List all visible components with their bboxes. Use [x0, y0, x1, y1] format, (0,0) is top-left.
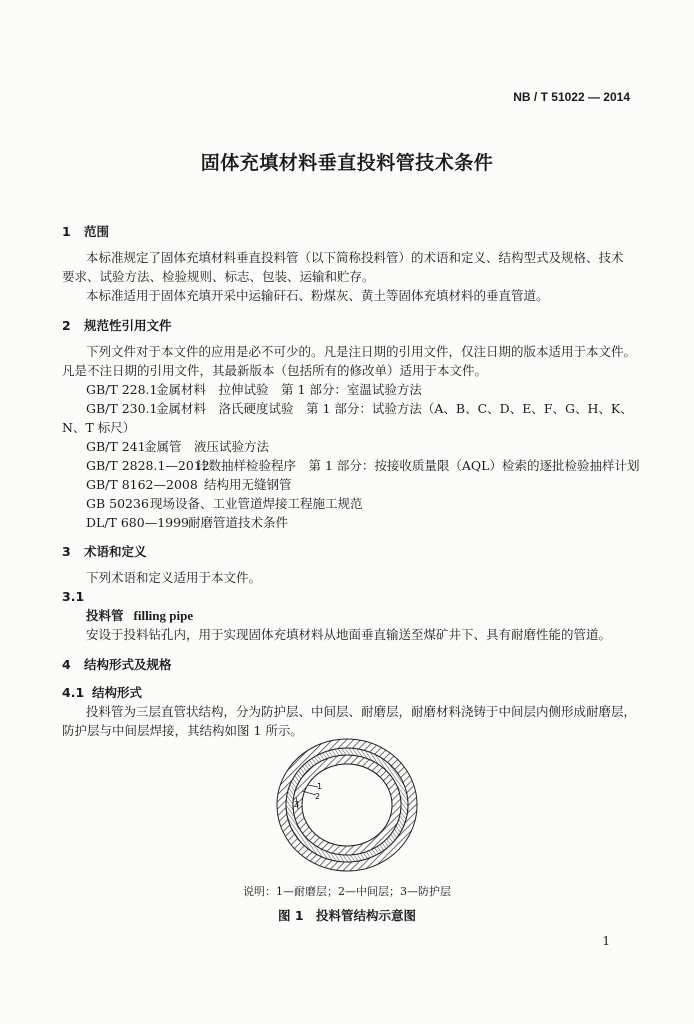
- figure-title: 图 1 投料管结构示意图: [277, 908, 417, 923]
- reference-code: GB 50236: [86, 496, 149, 511]
- figure-caption: 说明：1—耐磨层；2—中间层；3—防护层: [243, 885, 451, 898]
- subsection-4-1-para-line-2: 防护层与中间层焊接，其结构如图 1 所示。: [62, 723, 303, 738]
- section-1-title: 范围: [84, 224, 110, 239]
- section-3-heading: [62, 542, 147, 560]
- reference-code: DL/T 680—1999: [86, 515, 190, 530]
- reference-continuation: N、T 标尺）: [62, 420, 136, 435]
- reference-code: GB/T 228.1: [86, 382, 158, 397]
- page-number: 1: [602, 934, 610, 948]
- section-1-para-1-line-2: 要求、试验方法、检验规则、标志、包装、运输和贮存。: [62, 269, 375, 284]
- reference-item: [86, 456, 639, 474]
- figure-label-3: 3: [294, 800, 300, 809]
- document-title: 固体充填材料垂直投料管技术条件: [200, 152, 494, 174]
- figure-label-2: 2: [315, 792, 321, 801]
- section-2-title: 规范性引用文件: [84, 318, 172, 333]
- section-4-title: 结构形式及规格: [84, 657, 172, 672]
- term-definition: 安设于投料钻孔内，用于实现固体充填材料从地面垂直输送至煤矿井下、具有耐磨性能的管道。: [86, 627, 612, 642]
- section-1-heading: [62, 222, 109, 240]
- subsection-4-1-heading: [62, 683, 142, 701]
- reference-item: [86, 380, 422, 398]
- reference-item: [86, 494, 363, 512]
- reference-item: [86, 513, 288, 531]
- term-heading: [86, 605, 193, 624]
- reference-code: GB/T 8162—2008: [86, 477, 198, 492]
- section-1-para-2: 本标准适用于固体充填开采中运输矸石、粉煤灰、黄土等固体充填材料的垂直管道。: [86, 288, 549, 303]
- reference-code: GB/T 241: [86, 439, 146, 454]
- term-number: 3.1: [62, 589, 85, 604]
- section-4-heading: [62, 655, 172, 673]
- section-2-intro-line-2: 凡是不注日期的引用文件，其最新版本（包括所有的修改单）适用于本文件。: [62, 363, 488, 378]
- reference-title: 结构用无缝钢管: [204, 477, 292, 492]
- section-4-number: 4: [62, 657, 71, 672]
- reference-code: GB/T 230.1: [86, 401, 158, 416]
- reference-code: GB/T 2828.1—2012: [86, 458, 210, 473]
- standard-code: NB / T 51022 — 2014: [513, 90, 630, 104]
- subsection-4-1-para-line-1: 投料管为三层直管状结构，分为防护层、中间层、耐磨层，耐磨材料浇铸于中间层内侧形成耐磨层，: [86, 704, 637, 719]
- section-3-intro: 下列术语和定义适用于本文件。: [86, 570, 262, 585]
- pipe-cross-section-figure: [266, 735, 428, 877]
- reference-title: 金属材料 拉伸试验 第 1 部分：室温试验方法: [156, 382, 422, 397]
- reference-item: [86, 475, 292, 493]
- reference-title: 金属管 液压试验方法: [144, 439, 270, 454]
- section-2-number: 2: [62, 318, 71, 333]
- figure-label-1: 1: [317, 782, 323, 791]
- section-1-para-1-line-1: 本标准规定了固体充填材料垂直投料管（以下简称投料管）的术语和定义、结构型式及规格、技术: [86, 250, 624, 265]
- reference-title: 金属材料 洛氏硬度试验 第 1 部分：试验方法（A、B、C、D、E、F、G、H、K、: [156, 401, 633, 416]
- section-2-heading: [62, 316, 172, 334]
- term-chinese: 投料管: [86, 608, 124, 623]
- section-1-number: 1: [62, 224, 71, 239]
- reference-item: [86, 399, 633, 417]
- reference-title: 现场设备、工业管道焊接工程施工规范: [150, 496, 363, 511]
- pipe-bore: [302, 764, 392, 846]
- reference-title: 计数抽样检验程序 第 1 部分：按接收质量限（AQL）检索的逐批检验抽样计划: [196, 458, 640, 473]
- reference-item: [86, 437, 269, 455]
- section-2-intro-line-1: 下列文件对于本文件的应用是必不可少的。凡是注日期的引用文件，仅注日期的版本适用于本文件。: [86, 344, 637, 359]
- subsection-4-1-title: 结构形式: [92, 685, 143, 700]
- subsection-4-1-number: 4.1: [62, 685, 85, 700]
- section-3-title: 术语和定义: [84, 544, 147, 559]
- reference-title: 耐磨管道技术条件: [188, 515, 289, 530]
- term-english: filling pipe: [133, 608, 194, 623]
- section-3-number: 3: [62, 544, 71, 559]
